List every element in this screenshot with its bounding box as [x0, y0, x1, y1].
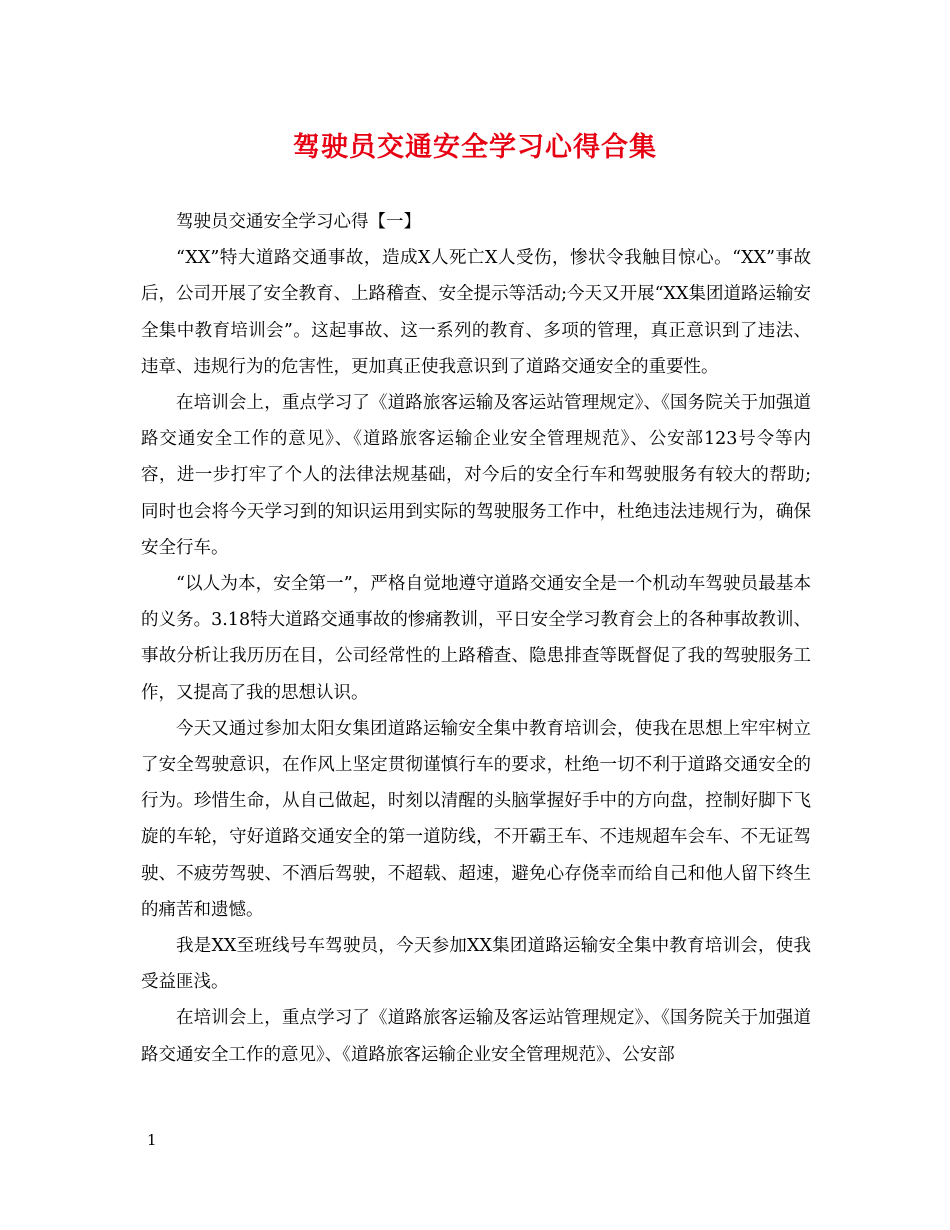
paragraph: “以人为本，安全第一”，严格自觉地遵守道路交通安全是一个机动车驾驶员最基本的义务。3.18特大道路交通事故的惨痛教训，平日安全学习教育会上的各种事故教训、事故分析让我历历在目，公司经常性的上路稽查、隐患排查等既督促了我的驾驶服务工作，又提高了我的思想认识。: [141, 574, 811, 703]
paragraph: “XX”特大道路交通事故，造成X人死亡X人受伤，惨状令我触目惊心。“XX”事故后，公司开展了安全教育、上路稽查、安全提示等活动;今天又开展“XX集团道路运输安全集中教育培训会”。这起事故、这一系列的教育、多项的管理，真正意识到了违法、违章、违规行为的危害性，更加真正使我意识到了道路交通安全的重要性。: [141, 248, 811, 377]
section-subheading: 驾驶员交通安全学习心得【一】: [176, 212, 421, 232]
document-title: 驾驶员交通安全学习心得合集: [293, 132, 657, 163]
document-body: [141, 204, 811, 1073]
paragraph: 在培训会上，重点学习了《道路旅客运输及客运站管理规定》、《国务院关于加强道路交通安全工作的意见》、《道路旅客运输企业安全管理规范》、公安部123号令等内容，进一步打牢了个人的法律法规基础，对今后的安全行车和驾驶服务有较大的帮助;同时也会将今天学习到的知识运用到实际的驾驶服务工作中，杜绝违法违规行为，确保安全行车。: [141, 393, 811, 558]
paragraph: 在培训会上，重点学习了《道路旅客运输及客运站管理规定》、《国务院关于加强道路交通安全工作的意见》、《道路旅客运输企业安全管理规范》、公安部: [141, 1008, 811, 1065]
page-number: 1: [147, 1131, 157, 1149]
paragraph: 今天又通过参加太阳女集团道路运输安全集中教育培训会，使我在思想上牢牢树立了安全驾驶意识，在作风上坚定贯彻谨慎行车的要求，杜绝一切不利于道路交通安全的行为。珍惜生命，从自己做起，时刻以清醒的头脑掌握好手中的方向盘，控制好脚下飞旋的车轮，守好道路交通安全的第一道防线，不开霸王车、不违规超车会车、不无证驾驶、不疲劳驾驶、不酒后驾驶，不超载、超速，避免心存侥幸而给自己和他人留下终生的痛苦和遗憾。: [141, 718, 811, 920]
paragraph: 我是XX至班线号车驾驶员，今天参加XX集团道路运输安全集中教育培训会，使我受益匪浅。: [141, 936, 811, 993]
